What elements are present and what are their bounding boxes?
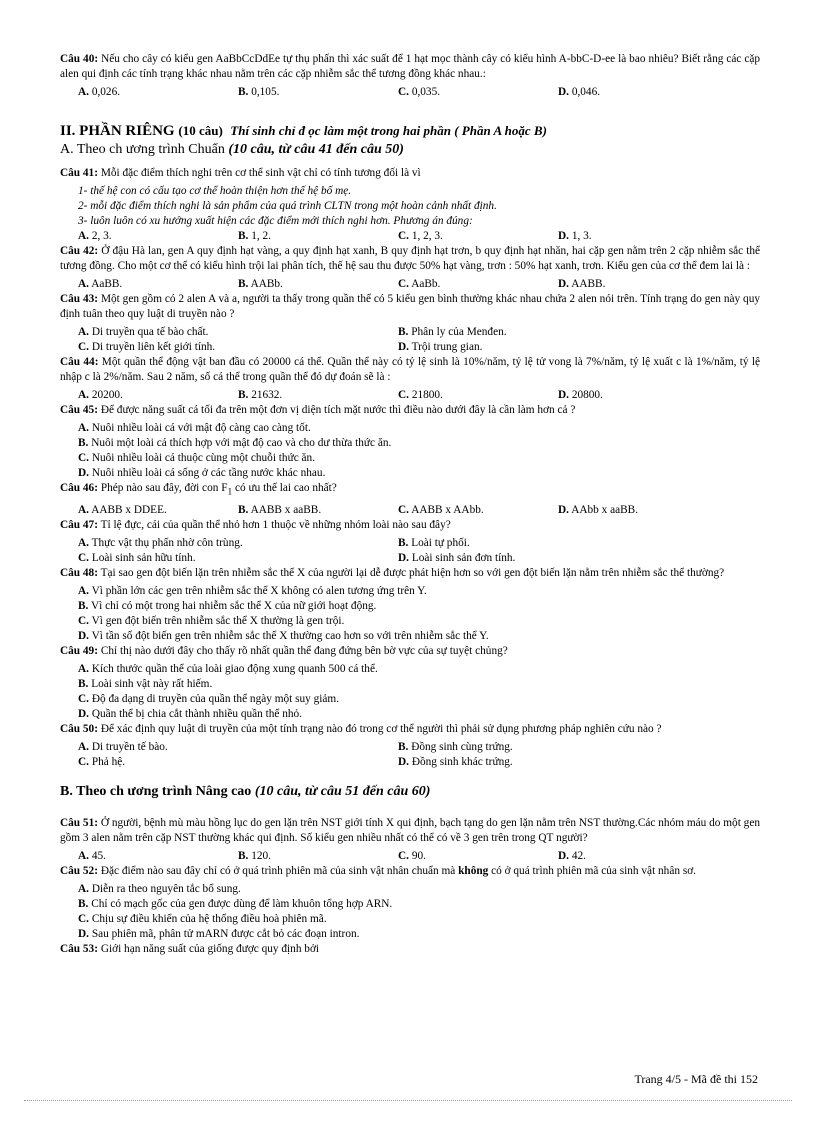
options [60,882,760,942]
question-52: Câu 52: Đặc điểm nào sau đây chỉ có ở quá trình phiên mã của sinh vật nhân chuẩn mà không có ở quá trình phiên mã của sinh vật nhân sơ. [60,865,697,878]
option-d: D. 1, 3. [558,230,592,242]
option-c: C. AABB x AAbb. [398,504,484,517]
option-a: A. AaBB. [78,278,123,290]
option-b: B. Loài tự phối. [398,537,470,550]
question-label: Câu 40: [60,53,99,65]
option-d: D. Loài sinh sản đơn tính. [398,552,516,565]
option-d: D. Vì tần số đột biến gen trên nhiễm sắc thể X thường cao hơn so với trên nhiễm sắc thể Y. [78,630,489,643]
option-c: C. Nuôi nhiều loài cá thuộc cùng một chuỗi thức ăn. [78,452,316,464]
option-a: A. 45. [78,850,106,863]
option-d: D. AAbb x aaBB. [558,504,639,517]
options [60,662,760,722]
options [60,325,760,355]
options [60,849,760,864]
options [60,536,760,566]
option-a: A. 2, 3. [78,230,112,242]
section-b-heading: B. Theo ch ương trình Nâng cao (10 câu, từ câu 51 đến câu 60) [60,784,431,800]
question-53: Câu 53: Giới hạn năng suất của giống được quy định bởi [60,943,320,956]
options [60,584,760,644]
options [60,229,760,244]
option-a: A. Thực vật thụ phấn nhờ côn trùng. [78,537,243,550]
option-c: C. 1, 2, 3. [398,230,443,242]
option-b: B. AABB x aaBB. [238,504,322,517]
option-b: B. 1, 2. [238,230,271,242]
option-b: B. 21632. [238,389,283,401]
option-c: C. 21800. [398,389,443,401]
question-44: Câu 44: Một quần thể động vật ban đầu có 20000 cá thể. Quần thể này có tỷ lệ sinh là 10%/năm, tỷ lệ tử vong là 7%/năm, tỷ lệ xuất c là 1%/năm, tỷ lệ nhập c là 2%/năm. Sau 2 năm, số cá thể trong quần thể đó dự đoán sẽ là : [60,356,760,383]
option-b: B. Vì chỉ có một trong hai nhiễm sắc thể X của nữ giới hoạt động. [78,600,377,613]
question-49: Câu 49: Chỉ thị nào dưới đây cho thấy rõ nhất quần thể đang đứng bên bờ vực của sự tuyệt chủng? [60,645,508,658]
page-divider [24,1100,792,1101]
option-c: C. 0,035. [398,86,441,98]
option-a: A. Di truyền qua tế bào chất. [78,326,209,338]
option-d: D. Sau phiên mã, phân tử mARN được cắt bỏ các đoạn intron. [78,928,360,941]
question-47: Câu 47: Tỉ lệ đực, cái của quần thể nhỏ hơn 1 thuộc về những nhóm loài nào sau đây? [60,519,451,532]
option-b: B. Nuôi một loài cá thích hợp với mật độ cao và cho dư thừa thức ăn. [78,437,392,449]
section-a-heading: A. Theo ch ương trình Chuẩn (10 câu, từ câu 41 đến câu 50) [60,142,404,157]
option-c: C. Di truyền liên kết giới tính. [78,341,216,353]
options [60,85,760,100]
option-d: D. Trội trung gian. [398,341,483,353]
option-c: C. Vì gen đột biến trên nhiễm sắc thể X thường là gen trội. [78,615,345,628]
question-46: Câu 46: Phép nào sau đây, đời con $F_1$ có ưu thế lai cao nhất? [60,482,337,498]
option-a: A. AABB x DDEE. [78,504,167,517]
question-40 [60,52,760,82]
option-d: D. 0,046. [558,86,601,98]
option-d: D. 42. [558,850,586,863]
option-b: B. 120. [238,850,271,863]
options [60,503,760,518]
question-50: Câu 50: Để xác định quy luật di truyền của một tính trạng nào đó trong cơ thể người thì phải sử dụng phương pháp nghiên cứu nào ? [60,723,662,736]
option-a: A. Diễn ra theo nguyên tắc bổ sung. [78,883,241,896]
option-b: B. Chỉ có mạch gốc của gen được dùng để làm khuôn tổng hợp ARN. [78,898,393,911]
option-a: A. 0,026. [78,86,121,98]
page-footer: Trang 4/5 - Mã đề thi 152 [634,1072,758,1086]
option-b: B. Đồng sinh cùng trứng. [398,741,513,754]
option-d: D. 20800. [558,389,603,401]
option-a: A. 20200. [78,389,123,401]
question-45: Câu 45: Để được năng suất cá tối đa trên một đơn vị diện tích mặt nước thì điều nào dưới đây là cần làm hơn cả ? [60,404,576,416]
question-text: Nếu cho cây có kiểu gen AaBbCcDdEe tự thụ phấn thì xác suất để 1 hạt mọc thành cây có kiểu hình A-bbC-D-ee là bao nhiêu? Biết rằng các cặp alen qui định các tính trạng khác nhau nằm trên các cặp nhiễm sắc thể tương đồng khác nhau.: [60,53,760,80]
option-b: B. AABb. [238,278,283,290]
option-b: B. Phân ly của Menđen. [398,326,507,338]
option-c: C. Chịu sự điều khiển của hệ thống điều hoà phiên mã. [78,913,327,926]
question-41: Câu 41: Mỗi đặc điểm thích nghi trên cơ thể sinh vật chỉ có tính tương đối là vì [60,167,421,179]
statement: 1- thế hệ con có cấu tạo cơ thể hoàn thiện hơn thế hệ bố mẹ. [78,185,352,197]
option-c: C. 90. [398,850,426,863]
option-d: D. Nuôi nhiều loài cá sống ở các tầng nước khác nhau. [78,467,326,479]
question-51: Câu 51: Ở người, bệnh mù màu hồng lục do gen lặn trên NST giới tính X qui định, bạch tạng do gen lặn nằm trên NST thường.Các nhóm máu do một gen gồm 3 alen nằm trên cặp NST thường khác qui định. Số kiểu gen nhiều nhất có thể có về 3 gen trên trong QT người? [60,817,760,845]
option-a: A. Di truyền tế bào. [78,741,168,754]
question-42: Câu 42: Ở đậu Hà lan, gen A quy định hạt vàng, a quy định hạt xanh, B quy định hạt trơn, b quy định hạt nhăn, hai cặp gen nằm trên 2 cặp nhiễm sắc thể tương đồng. Cho một cơ thể có kiểu hình trội lai phân tích, thế hệ sau thu được 50% hạt vàng, trơn : 50% hạt xanh, trơn. Kiểu gen của cơ thể đem lai là : [60,245,760,272]
option-b: B. Loài sinh vật này rất hiếm. [78,678,213,691]
section-heading: II. PHẦN RIÊNG (10 câu) Thí sinh chỉ đ ọc làm một trong hai phần ( Phần A hoặc B) [60,123,547,139]
option-d: D. Đồng sinh khác trứng. [398,756,513,769]
question-43: Câu 43: Một gen gồm có 2 alen A và a, người ta thấy trong quần thể có 5 kiểu gen bình thường khác nhau chứa 2 alen nói trên. Tính trạng do gen này quy định tuân theo quy luật di truyền nào ? [60,293,760,320]
statement: 2- mỗi đặc điểm thích nghi là sản phẩm của quá trình CLTN trong một hoàn cảnh nhất định. [78,200,497,212]
options [60,277,760,292]
options [60,388,760,403]
option-a: A. Vì phần lớn các gen trên nhiễm sắc thể X không có alen tương ứng trên Y. [78,585,427,598]
option-c: C. AaBb. [398,278,441,290]
option-a: A. Kích thước quần thể của loài giao động xung quanh 500 cá thể. [78,663,378,676]
option-c: C. Loài sinh sản hữu tính. [78,552,196,565]
option-c: C. Phả hệ. [78,756,126,769]
option-b: B. 0,105. [238,86,280,98]
question-48: Câu 48: Tại sao gen đột biến lặn trên nhiễm sắc thể X của người lại dễ được phát hiện hơn so với gen đột biến lặn nằm trên nhiễm sắc thể thường? [60,567,725,580]
option-c: C. Độ đa dạng di truyền của quần thể ngày một suy giảm. [78,693,340,706]
exam-page [60,52,760,960]
option-d: D. AABB. [558,278,606,290]
option-a: A. Nuôi nhiều loài cá với mật độ càng cao càng tốt. [78,422,311,434]
options [60,421,760,481]
options [60,740,760,770]
option-d: D. Quần thể bị chia cắt thành nhiều quần thể nhỏ. [78,708,302,721]
statement: 3- luôn luôn có xu hướng xuất hiện các đặc điểm mới thích nghi hơn. Phương án đúng: [78,215,473,227]
